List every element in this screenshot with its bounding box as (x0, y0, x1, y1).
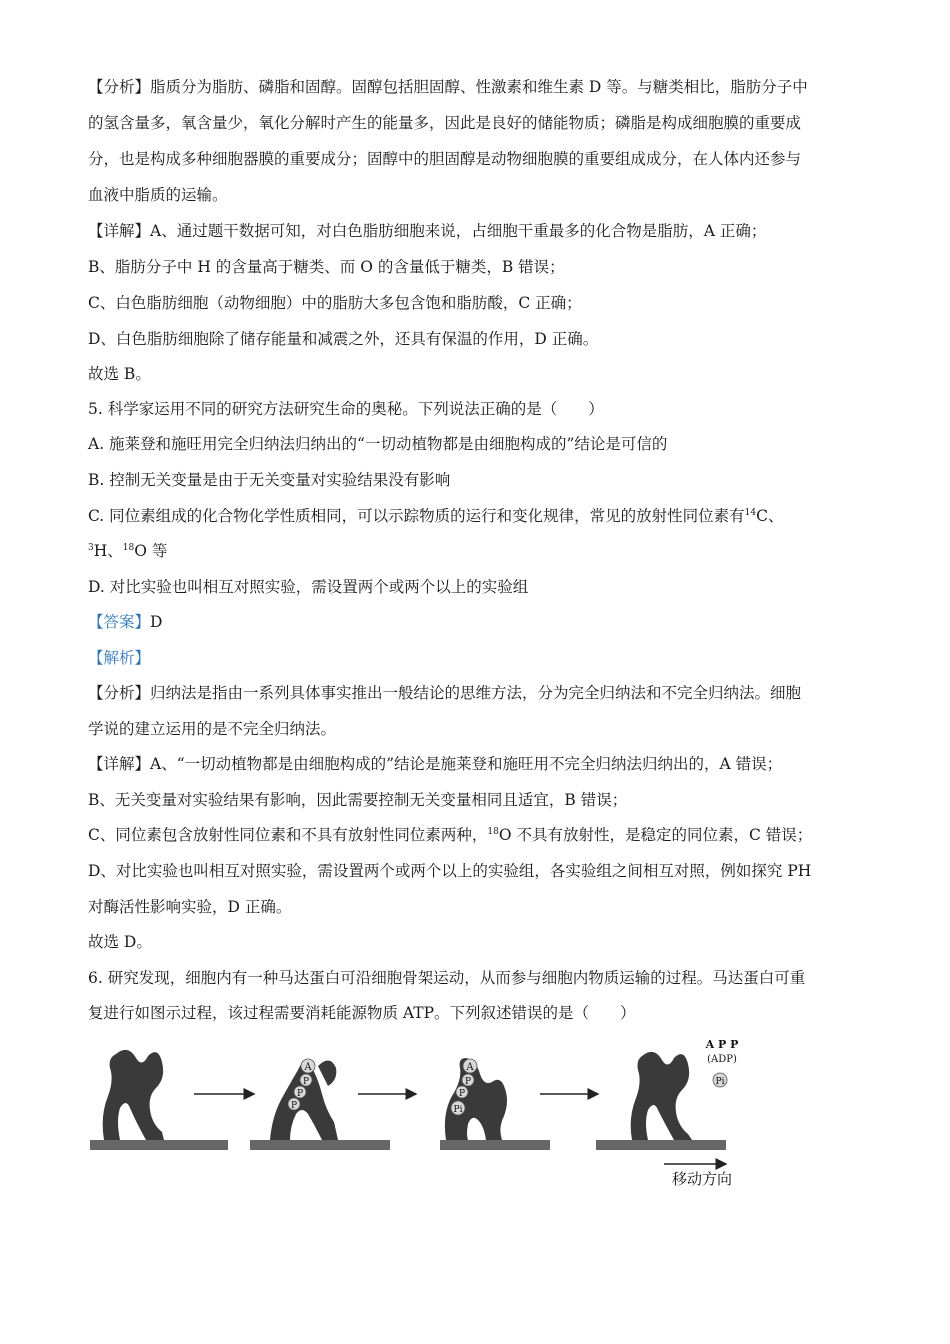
cytoskeleton-track-3 (440, 1140, 550, 1150)
analysis4-line3: 分，也是构成多种细胞器膜的重要成分；固醇中的胆固醇是动物细胞膜的重要组成成分，在人体内还参与 (88, 150, 802, 168)
q5-detail-c-post: O 不具有放射性，是稳定的同位素，C 错误； (498, 826, 813, 844)
detail4-choice: 故选 B。 (88, 365, 151, 383)
cytoskeleton-track-2 (250, 1140, 390, 1150)
q5-option-a: A. 施莱登和施旺用完全归纳法归纳出的“一切动植物都是由细胞构成的”结论是可信的 (88, 435, 668, 453)
q5-choice: 故选 D。 (88, 933, 152, 951)
q5-option-d: D. 对比实验也叫相互对照实验，需设置两个或两个以上的实验组 (88, 578, 529, 596)
q5-detail-d-line1: D、对比实验也叫相互对照实验，需设置两个或两个以上的实验组，各实验组之间相互对照，例如探究 PH (88, 862, 812, 880)
q6-stem-line2: 复进行如图示过程，该过程需要消耗能源物质 ATP。下列叙述错误的是（ ） (88, 1004, 636, 1022)
q5-answer-line (88, 612, 162, 632)
phosphate-label-3a: P (464, 1077, 472, 1087)
isotope-h3-mass: 3 (88, 543, 94, 553)
detail4-d: D、白色脂肪细胞除了储存能量和减震之外，还具有保温的作用，D 正确。 (88, 330, 599, 348)
motor-protein-figure (86, 1034, 786, 1194)
detail4-c: C、白色脂肪细胞（动物细胞）中的脂肪大多包含饱和脂肪酸，C 正确； (88, 294, 582, 312)
isotope-c14-mass: 14 (744, 508, 757, 518)
q6-stem-line1: 6. 研究发现，细胞内有一种马达蛋白可沿细胞骨架运动，从而参与细胞内物质运输的过程。马达蛋白可重 (88, 969, 806, 987)
pi-label-4: Pi (715, 1077, 725, 1087)
q5-detail-a: 【详解】A、“一切动植物都是由细胞构成的”结论是施莱登和施旺用不完全归纳法归纳出的，A 错误； (88, 755, 783, 773)
motor-protein-shape-4 (631, 1052, 692, 1140)
q5-analysis-line1: 【分析】归纳法是指由一系列具体事实推出一般结论的思维方法，分为完全归纳法和不完全归纳法。细胞 (88, 684, 802, 702)
analysis4-line1: 【分析】脂质分为脂肪、磷脂和固醇。固醇包括胆固醇、性激素和维生素 D 等。与糖类相比，脂肪分子中 (88, 78, 808, 96)
cytoskeleton-track-4 (596, 1140, 726, 1150)
adenosine-label-2: A (304, 1062, 312, 1073)
q5-detail-b: B、无关变量对实验结果有影响，因此需要控制无关变量相同且适宜，B 错误； (88, 791, 628, 809)
isotope-o18-mass-2: 18 (487, 827, 499, 837)
phosphate-label-2c: P (290, 1101, 298, 1111)
jiexi-tag: 【解析】 (88, 649, 151, 667)
answer-value: D (150, 613, 163, 631)
q5-option-c-line1 (88, 506, 784, 526)
app-label: A P P (705, 1038, 739, 1051)
q5-detail-d-line2: 对酶活性影响实验，D 正确。 (88, 898, 292, 916)
direction-label: 移动方向 (671, 1170, 733, 1188)
pi-label-3: Pi (453, 1105, 463, 1115)
isotope-o18-symbol: O 等 (134, 542, 168, 560)
q5-option-c-line2 (88, 541, 167, 561)
motor-protein-stage-4 (596, 1038, 738, 1188)
isotope-c14-symbol: C、 (756, 507, 784, 525)
q5-detail-c-pre: C、同位素包含放射性同位素和不具有放射性同位素两种， (88, 826, 488, 844)
q5-stem: 5. 科学家运用不同的研究方法研究生命的奥秘。下列说法正确的是（ ） (88, 400, 604, 418)
adenosine-label-3: A (466, 1062, 474, 1073)
isotope-o18-mass: 18 (122, 543, 135, 553)
detail4-a: 【详解】A、通过题干数据可知，对白色脂肪细胞来说，占细胞干重最多的化合物是脂肪，A 正确； (88, 222, 767, 240)
motor-protein-shape-1 (103, 1050, 164, 1140)
motor-protein-stage-3 (440, 1058, 550, 1150)
phosphate-label-3b: P (458, 1089, 466, 1099)
q5-option-c-text: C. 同位素组成的化合物化学性质相同，可以示踪物质的运行和变化规律，常见的放射性同位素有 (88, 507, 745, 525)
q5-detail-c (88, 825, 812, 845)
q5-analysis-line2: 学说的建立运用的是不完全归纳法。 (88, 720, 337, 738)
detail4-b: B、脂肪分子中 H 的含量高于糖类、而 O 的含量低于糖类，B 错误； (88, 258, 565, 276)
cytoskeleton-track-1 (90, 1140, 228, 1150)
phosphate-label-2a: P (302, 1077, 310, 1087)
motor-protein-head-2 (318, 1060, 336, 1086)
motor-protein-stage-2 (250, 1059, 390, 1150)
motor-protein-stage-1 (90, 1050, 228, 1150)
isotope-h3-symbol: H、 (93, 542, 123, 560)
q5-option-b: B. 控制无关变量是由于无关变量对实验结果没有影响 (88, 471, 451, 489)
adp-label: (ADP) (707, 1054, 737, 1065)
analysis4-line2: 的氢含量多，氧含量少，氧化分解时产生的能量多，因此是良好的储能物质；磷脂是构成细胞膜的重要成 (88, 114, 802, 132)
phosphate-label-2b: P (296, 1089, 304, 1099)
analysis4-line4: 血液中脂质的运输。 (88, 186, 228, 204)
answer-tag: 【答案】 (88, 613, 151, 631)
